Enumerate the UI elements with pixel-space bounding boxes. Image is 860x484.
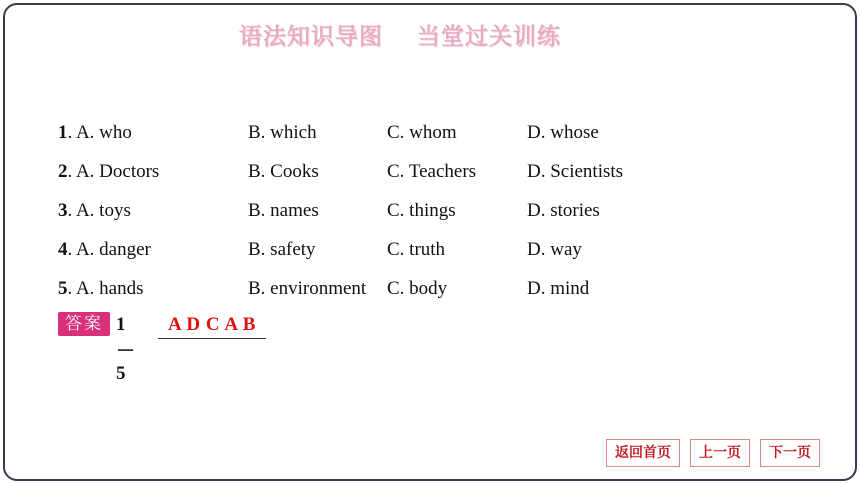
option-b: B. safety: [248, 239, 316, 260]
answer-badge[interactable]: 答案: [58, 312, 110, 336]
header-tabs: [0, 18, 860, 51]
option-a: . A. hands: [67, 278, 144, 299]
prev-page-button[interactable]: 上一页: [690, 439, 750, 467]
option-c: C. Teachers: [387, 161, 477, 182]
option-c: C. truth: [387, 239, 446, 260]
option-c: C. things: [387, 200, 456, 221]
question-number: 1: [58, 122, 68, 143]
option-a: . A. danger: [67, 239, 151, 260]
option-d: D. way: [527, 239, 582, 260]
page-navigation: [606, 439, 820, 467]
option-c: C. whom: [387, 122, 457, 143]
question-number: 3: [58, 200, 68, 221]
answer-range: 1－5: [116, 314, 136, 384]
option-a: . A. who: [67, 122, 132, 143]
question-number: 5: [58, 278, 68, 299]
question-number: 2: [58, 161, 68, 182]
option-d: D. mind: [527, 278, 590, 299]
home-button[interactable]: 返回首页: [606, 439, 680, 467]
tab-class-practice[interactable]: 当堂过关训练: [417, 23, 561, 50]
option-b: B. Cooks: [248, 161, 319, 182]
option-b: B. names: [248, 200, 319, 221]
answer-text: A D C A B: [168, 314, 256, 335]
option-c: C. body: [387, 278, 448, 299]
next-page-button[interactable]: 下一页: [760, 439, 820, 467]
option-b: B. environment: [248, 278, 367, 299]
option-a: . A. Doctors: [67, 161, 160, 182]
question-number: 4: [58, 239, 68, 260]
option-d: D. stories: [527, 200, 600, 221]
option-d: D. whose: [527, 122, 599, 143]
tab-grammar-map[interactable]: 语法知识导图: [239, 23, 383, 50]
option-a: . A. toys: [67, 200, 131, 221]
option-d: D. Scientists: [527, 161, 624, 182]
option-b: B. which: [248, 122, 317, 143]
